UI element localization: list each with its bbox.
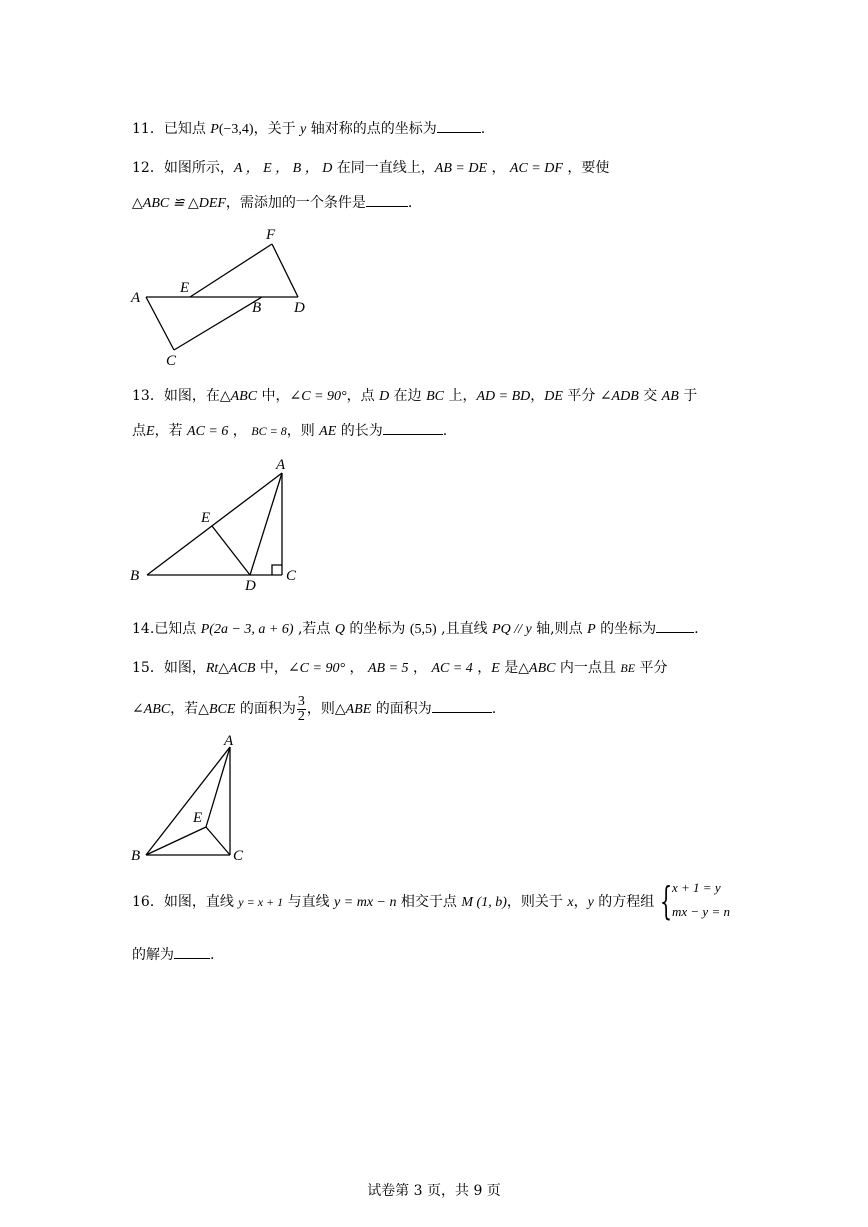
q13-text5: 上， (444, 388, 477, 404)
q13-text8: 交 (638, 388, 662, 404)
q13-text9: 于 (678, 388, 698, 404)
question-16-line2 (132, 944, 214, 965)
q14-point-p2: P (587, 622, 596, 637)
q15-ac: AC = 4 (431, 661, 473, 676)
q15-triangle: △ABC (518, 661, 556, 676)
q16-line2: y = mx − n (334, 895, 397, 910)
q15-text6: 是 (499, 660, 519, 676)
q13-label-D: D (245, 578, 256, 594)
q13-text7: 平分 (562, 388, 600, 404)
q15-label-E: E (193, 810, 203, 826)
q13-triangle: △ABC (219, 389, 258, 404)
q11-axis: y (300, 122, 307, 137)
q13-text4: 在边 (389, 388, 427, 404)
q12-eq2: AC = DF (509, 161, 563, 176)
q15-text5: ， (472, 660, 492, 676)
q13-ac: AC = 6 (187, 424, 229, 439)
q15-be: BE (620, 661, 636, 675)
q14-parallel: PQ // y (492, 622, 532, 637)
q12-text3: ，要使 (562, 160, 610, 176)
q16-line1: y = x + 1 (238, 895, 284, 909)
q15-angle-abc: ∠ABC (132, 702, 171, 717)
q16-text4: ，则关于 (506, 894, 568, 910)
q13-point-d: D (379, 389, 390, 404)
q12-points: A ， E ， B ， D (233, 161, 333, 176)
q12-label-B: B (252, 300, 262, 316)
q13-bc: BC (426, 389, 444, 404)
q16-text: 如图，直线 (163, 894, 239, 910)
q16-eq2: mx − y = n (672, 904, 730, 919)
q13-number: 13． (132, 388, 164, 404)
q11-end: . (480, 121, 486, 137)
q13-text14: 的长为 (336, 423, 383, 439)
q14-text6: 的坐标为 (595, 621, 657, 637)
q15-label-C: C (233, 848, 244, 864)
q12-text4: ，需添加的一个条件是 (225, 195, 366, 211)
q16-text7: 的解为 (132, 947, 174, 963)
q16-y: y (587, 895, 594, 910)
q15-label-A: A (224, 733, 234, 749)
answer-blank[interactable] (174, 944, 210, 959)
q15-text2: 中， (255, 660, 288, 676)
q13-text12: ， (228, 423, 252, 439)
q14-text2: ,若点 (293, 621, 335, 637)
question-16 (132, 892, 654, 913)
q15-text9: ，若 (170, 701, 199, 717)
q14-text5: 轴,则点 (531, 621, 588, 637)
q12-label-C: C (166, 353, 177, 369)
q12-end: . (407, 195, 413, 211)
q11-number: 11． (132, 121, 164, 137)
q11-coords: (−3,4) (218, 122, 254, 137)
q15-text3: ， (345, 660, 368, 676)
q14-q-coords: (5,5) (409, 622, 437, 637)
q12-label-F: F (266, 227, 276, 243)
q15-bce: △BCE (198, 702, 236, 717)
q15-frac-num: 3 (297, 693, 305, 709)
q14-point-q: Q (334, 622, 345, 637)
q13-text6: ， (530, 388, 545, 404)
q16-point-m: M (1, b) (461, 895, 507, 910)
q15-point-e: E (491, 661, 500, 676)
q15-text8: 平分 (635, 660, 668, 676)
q12-label-E: E (180, 280, 190, 296)
q12-eq1: AB = DE (434, 161, 488, 176)
q15-text12: 的面积为 (371, 701, 432, 717)
q13-angle: ∠C = 90° (289, 389, 347, 404)
q13-text: 如图，在 (163, 388, 220, 404)
q13-text3: ，点 (346, 388, 380, 404)
q13-label-B: B (130, 568, 140, 584)
q15-rt: Rt△ACB (205, 661, 256, 676)
q15-text: 如图， (163, 660, 206, 676)
q13-ae: AE (319, 424, 337, 439)
q14-end: . (694, 621, 699, 637)
q13-adb: ∠ADB (599, 389, 639, 404)
q13-label-E: E (201, 510, 211, 526)
q11-point: P (210, 122, 219, 137)
q13-bc8: BC = 8 (251, 424, 287, 438)
q15-frac-den: 2 (297, 708, 305, 724)
q13-text2: 中， (257, 388, 290, 404)
q14-text: 已知点 (154, 621, 201, 637)
page-footer: 试卷第 3 页，共 9 页 (367, 1183, 501, 1199)
q15-ab: AB = 5 (367, 661, 409, 676)
q11-text2: ，关于 (253, 121, 301, 137)
q13-text10: 点 (132, 423, 146, 439)
q15-text4: ， (408, 660, 432, 676)
q16-eq1: x + 1 = y (672, 880, 721, 895)
q13-text13: ，则 (286, 423, 320, 439)
q16-end: . (210, 947, 215, 963)
q15-text11: ，则 (306, 701, 335, 717)
q14-text4: ,且直线 (436, 621, 493, 637)
q16-text3: 相交于点 (396, 894, 462, 910)
q16-x: x (567, 895, 574, 910)
q16-brace: { (660, 879, 673, 923)
q13-end: . (442, 423, 448, 439)
q12-congruence: △ABC ≌ △DEF (132, 196, 226, 211)
q15-number: 15． (132, 660, 164, 676)
q13-point-e: E (146, 424, 155, 439)
q16-number: 16． (132, 894, 164, 910)
q15-text10: 的面积为 (235, 701, 296, 717)
q13-de: DE (544, 389, 563, 404)
q14-text3: 的坐标为 (344, 621, 410, 637)
q14-point-p: P (200, 622, 210, 637)
q14-coords: (2a − 3, a + 6) (209, 622, 294, 637)
q12-text2: 在同一直线上， (332, 160, 435, 176)
q15-label-B: B (131, 848, 141, 864)
q11-text: 已知点 (163, 121, 211, 137)
q15-abe: △ABE (334, 702, 372, 717)
q16-text6: 的方程组 (593, 894, 655, 910)
q15-text7: 内一点且 (555, 660, 621, 676)
q14-number: 14. (132, 621, 155, 637)
q13-label-C: C (286, 568, 297, 584)
q12-number: 12． (132, 160, 164, 176)
q13-label-A: A (276, 457, 286, 473)
q13-text11: ，若 (154, 423, 188, 439)
q12-sep: ， (487, 160, 510, 176)
q12-label-D: D (294, 300, 305, 316)
q12-label-A: A (131, 290, 141, 306)
q16-text2: 与直线 (283, 894, 335, 910)
q15-end: . (491, 701, 497, 717)
q13-eq: AD = BD (476, 389, 531, 404)
q11-text3: 轴对称的点的坐标为 (306, 121, 437, 137)
q15-angle: ∠C = 90° (287, 661, 346, 676)
q13-ab: AB (661, 389, 679, 404)
q16-text5: ， (573, 894, 588, 910)
q12-text: 如图所示， (163, 160, 234, 176)
